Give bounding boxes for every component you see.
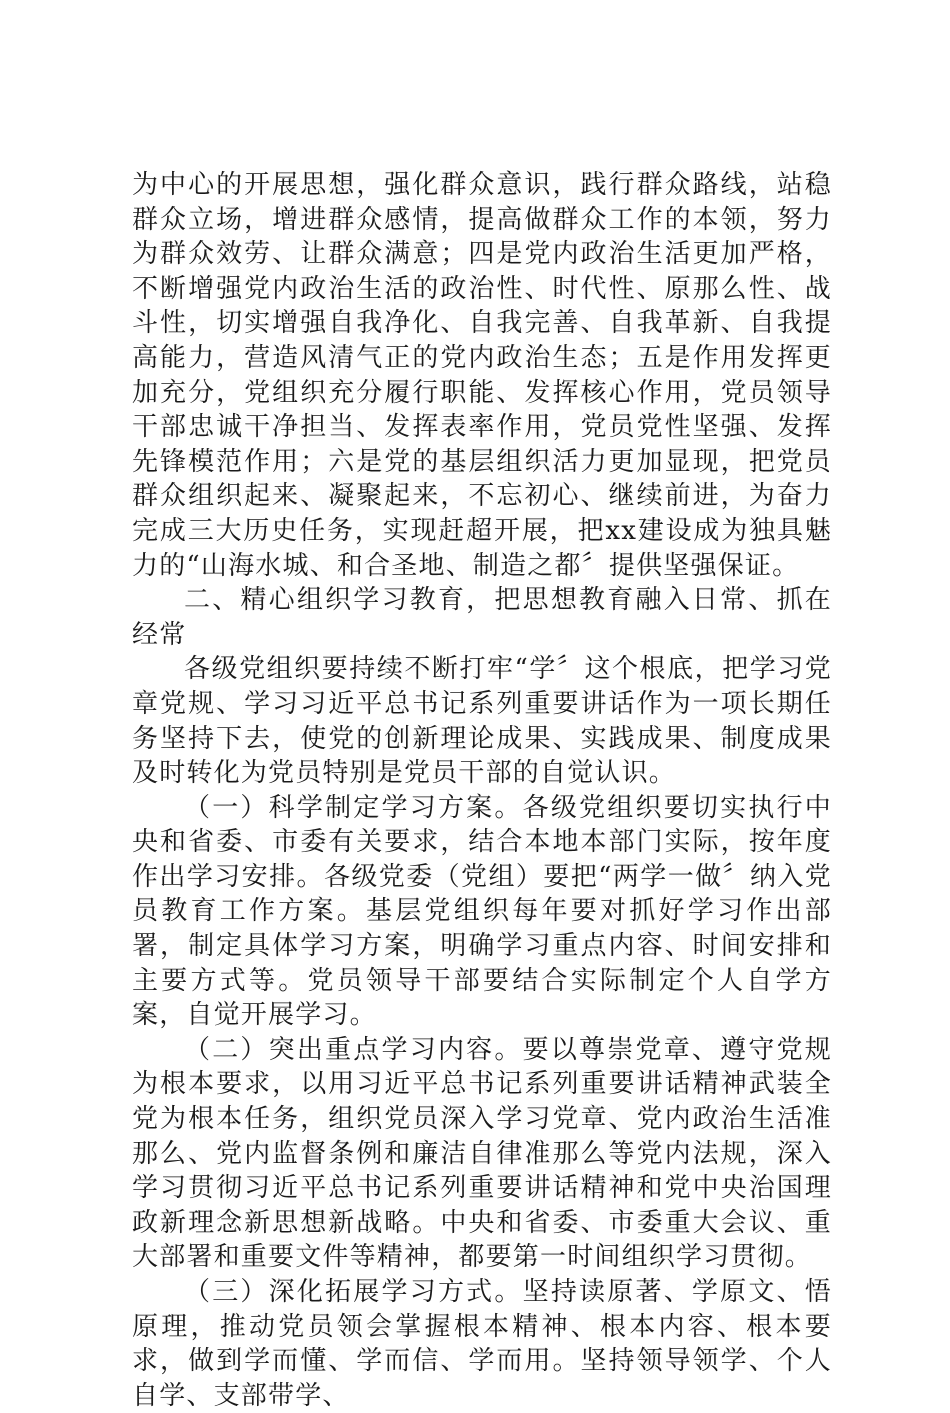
paragraph-intro: 各级党组织要持续不断打牢“学〞这个根底，把学习党章党规、学习习近平总书记系列重要讲话作为一项长期任务坚持下去，使党的创新理论成果、实践成果、制度成果及时转化为党员特别是党员干部的自觉认识。 [132,654,832,789]
section-heading: 二、精心组织学习教育，把思想教育融入日常、抓在经常 [132,585,832,650]
paragraph-item-2: （二）突出重点学习内容。要以尊崇党章、遵守党规为根本要求，以用习近平总书记系列重要讲话精神武装全党为根本任务，组织党员深入学习党章、党内政治生活准那么、党内监督条例和廉洁自律准那么等党内法规，深入学习贯彻习近平总书记系列重要讲话精神和党中央治国理政新理念新思想新战略。中央和省委、市委重大会议、重大部署和重要文件等精神，都要第一时间组织学习贯彻。 [132,1034,832,1273]
paragraph-item-3: （三）深化拓展学习方式。坚持读原著、学原文、悟原理，推动党员领会掌握根本精神、根本内容、根本要求，做到学而懂、学而信、学而用。坚持领导领学、个人自学、支部带学、 [132,1277,832,1411]
body-text [132,168,832,1413]
paragraph-item-1: （一）科学制定学习方案。各级党组织要切实执行中央和省委、市委有关要求，结合本地本部门实际，按年度作出学习安排。各级党委（党组）要把“两学一做〞纳入党员教育工作方案。基层党组织每年要对抓好学习作出部署，制定具体学习方案，明确学习重点内容、时间安排和主要方式等。党员领导干部要结合实际制定个人自学方案，自觉开展学习。 [132,792,832,1031]
paragraph-continuation: 为中心的开展思想，强化群众意识，践行群众路线，站稳群众立场，增进群众感情，提高做群众工作的本领，努力为群众效劳、让群众满意；四是党内政治生活更加严格，不断增强党内政治生活的政治性、时代性、原那么性、战斗性，切实增强自我净化、自我完善、自我革新、自我提高能力，营造风清气正的党内政治生态；五是作用发挥更加充分，党组织充分履行职能、发挥核心作用，党员领导干部忠诚干净担当、发挥表率作用，党员党性坚强、发挥先锋模范作用；六是党的基层组织活力更加显现，把党员群众组织起来、凝聚起来，不忘初心、继续前进，为奋力完成三大历史任务，实现赶超开展，把xx建设成为独具魅力的“山海水城、和合圣地、制造之都〞提供坚强保证。 [132,170,832,581]
